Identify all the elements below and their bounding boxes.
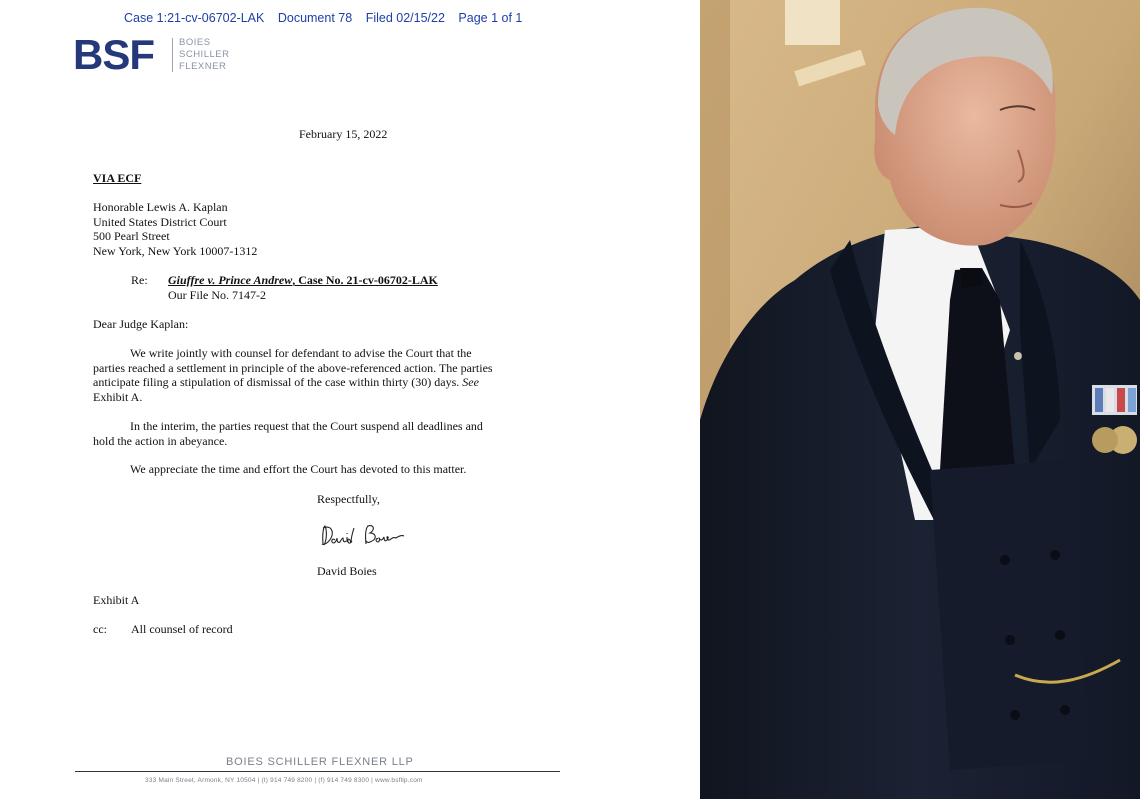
paragraph-line: hold the action in abeyance. [93,433,228,448]
handwritten-signature [318,520,408,554]
logo-word-2: SCHILLER [179,49,230,60]
paragraph-line: We write jointly with counsel for defendant to advise the Court that the [130,346,472,360]
page-count: Page 1 of 1 [458,11,523,25]
document-number: Document 78 [277,11,353,25]
re-block [168,273,438,302]
paragraph-line-text: anticipate filing a stipulation of dismissal of the case within thirty (30) days. [93,375,463,390]
paragraph-settlement [93,346,548,404]
logo-wordmark [179,37,229,73]
filing-header [124,11,532,25]
logo-divider [172,38,173,72]
footer-firm-name: BOIES SCHILLER FLEXNER LLP [226,756,414,768]
paragraph-appreciation: We appreciate the time and effort the Court has devoted to this matter. [130,462,467,476]
addressee-block [93,200,257,258]
portrait-photo [700,0,1140,799]
signer-name: David Boies [317,564,377,578]
letter-date: February 15, 2022 [299,127,388,141]
footer-address: 333 Main Street, Armonk, NY 10504 | (t) 914 749 8200 | (f) 914 749 8300 | www.bsfllp.com [145,777,423,784]
man-in-morning-suit-image [700,0,1140,799]
closing: Respectfully, [317,492,380,506]
salutation: Dear Judge Kaplan: [93,317,189,331]
addressee-line: United States District Court [93,214,227,229]
addressee-line: New York, New York 10007-1312 [93,243,258,258]
file-number: Our File No. 7147-2 [168,287,266,302]
paragraph-abeyance [93,419,548,448]
cc-label: cc: [93,622,107,636]
cc-recipients: All counsel of record [131,622,233,636]
re-case-line [168,273,438,288]
bsf-logo: BSF [73,31,154,78]
addressee-line: 500 Pearl Street [93,229,170,244]
logo-word-1: BOIES [179,37,211,48]
addressee-line: Honorable Lewis A. Kaplan [93,200,228,214]
filed-date: Filed 02/15/22 [365,11,445,25]
paragraph-line: Exhibit A. [93,389,143,404]
delivery-method: VIA ECF [93,171,142,185]
exhibit-reference: Exhibit A [93,593,140,607]
paragraph-line: parties reached a settlement in principle of the above-referenced action. The parties [93,360,493,375]
paragraph-line [93,375,548,390]
re-label: Re: [131,273,148,287]
paragraph-line: In the interim, the parties request that the Court suspend all deadlines and [130,419,483,433]
case-name: Giuffre v. Prince Andrew [168,273,293,287]
case-number-ref: , Case No. 21-cv-06702-LAK [292,273,438,287]
case-number: Case 1:21-cv-06702-LAK [124,11,265,25]
see-signal: See [462,375,479,390]
footer-divider [75,771,560,772]
logo-word-3: FLEXNER [179,61,227,72]
